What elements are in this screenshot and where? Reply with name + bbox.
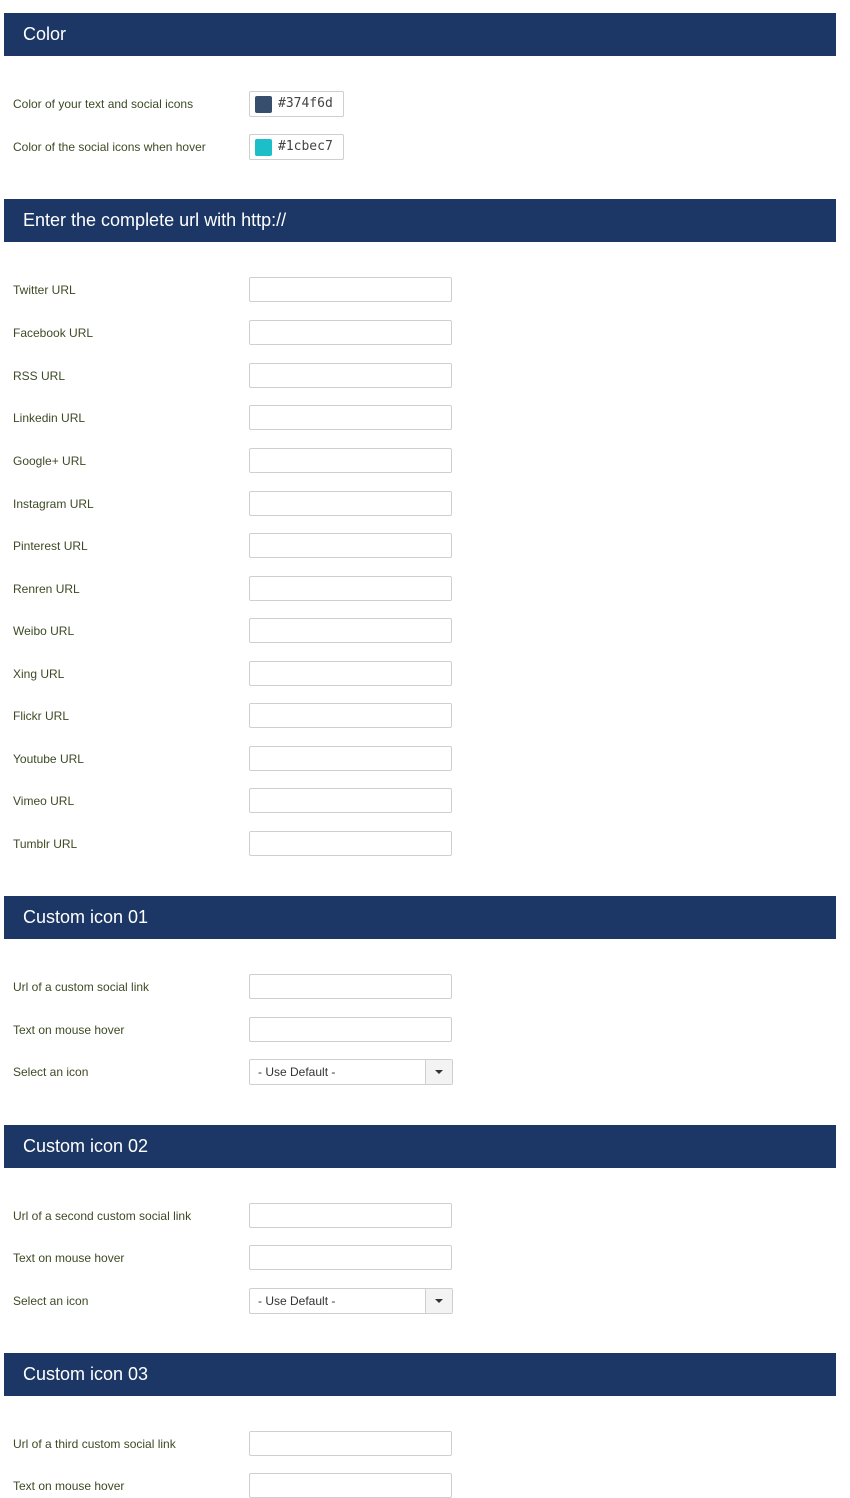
custom-icon-01-hover-input[interactable] [249, 1017, 452, 1042]
custom-icon-01-hover-label: Text on mouse hover [13, 1023, 125, 1037]
flickr-url-input[interactable] [249, 703, 452, 728]
twitter-url-input[interactable] [249, 277, 452, 302]
custom-icon-02-select-value: - Use Default - [258, 1294, 336, 1308]
text-color-value: #374f6d [278, 96, 333, 111]
vimeo-url-label: Vimeo URL [13, 794, 75, 808]
custom-icon-03-url-input[interactable] [249, 1431, 452, 1456]
hover-color-picker[interactable] [249, 134, 344, 160]
custom-icon-02-hover-label: Text on mouse hover [13, 1251, 125, 1265]
instagram-url-input[interactable] [249, 491, 452, 516]
text-color-label: Color of your text and social icons [13, 97, 194, 111]
xing-url-input[interactable] [249, 661, 452, 686]
pinterest-url-label: Pinterest URL [13, 539, 88, 553]
tumblr-url-label: Tumblr URL [13, 837, 78, 851]
chevron-down-icon[interactable] [425, 1060, 452, 1084]
color-section-header: Color [4, 13, 836, 56]
custom-icon-03-header: Custom icon 03 [4, 1353, 836, 1396]
weibo-url-label: Weibo URL [13, 624, 75, 638]
youtube-url-input[interactable] [249, 746, 452, 771]
custom-icon-01-url-input[interactable] [249, 974, 452, 999]
renren-url-input[interactable] [249, 576, 452, 601]
renren-url-label: Renren URL [13, 582, 80, 596]
text-color-swatch[interactable] [255, 96, 272, 113]
hover-color-value: #1cbec7 [278, 139, 333, 154]
custom-icon-02-select[interactable] [249, 1288, 453, 1314]
hover-color-swatch[interactable] [255, 139, 272, 156]
weibo-url-input[interactable] [249, 618, 452, 643]
youtube-url-label: Youtube URL [13, 752, 84, 766]
facebook-url-label: Facebook URL [13, 326, 94, 340]
custom-icon-02-select-label: Select an icon [13, 1294, 89, 1308]
vimeo-url-input[interactable] [249, 788, 452, 813]
twitter-url-label: Twitter URL [13, 283, 76, 297]
chevron-down-icon[interactable] [425, 1289, 452, 1313]
custom-icon-01-url-label: Url of a custom social link [13, 980, 150, 994]
custom-icon-02-url-label: Url of a second custom social link [13, 1209, 192, 1223]
custom-icon-03-hover-label: Text on mouse hover [13, 1479, 125, 1493]
custom-icon-01-select[interactable] [249, 1059, 453, 1085]
flickr-url-label: Flickr URL [13, 709, 69, 723]
linkedin-url-label: Linkedin URL [13, 411, 86, 425]
tumblr-url-input[interactable] [249, 831, 452, 856]
custom-icon-02-header: Custom icon 02 [4, 1125, 836, 1168]
hover-color-label: Color of the social icons when hover [13, 140, 206, 154]
text-color-picker[interactable] [249, 91, 344, 117]
custom-icon-01-header: Custom icon 01 [4, 896, 836, 939]
rss-url-label: RSS URL [13, 369, 66, 383]
linkedin-url-input[interactable] [249, 405, 452, 430]
googleplus-url-input[interactable] [249, 448, 452, 473]
pinterest-url-input[interactable] [249, 533, 452, 558]
xing-url-label: Xing URL [13, 667, 65, 681]
facebook-url-input[interactable] [249, 320, 452, 345]
custom-icon-01-select-value: - Use Default - [258, 1065, 336, 1079]
custom-icon-01-select-label: Select an icon [13, 1065, 89, 1079]
custom-icon-03-url-label: Url of a third custom social link [13, 1437, 176, 1451]
custom-icon-02-hover-input[interactable] [249, 1245, 452, 1270]
custom-icon-02-url-input[interactable] [249, 1203, 452, 1228]
rss-url-input[interactable] [249, 363, 452, 388]
url-section-header: Enter the complete url with http:// [4, 199, 836, 242]
googleplus-url-label: Google+ URL [13, 454, 87, 468]
instagram-url-label: Instagram URL [13, 497, 94, 511]
